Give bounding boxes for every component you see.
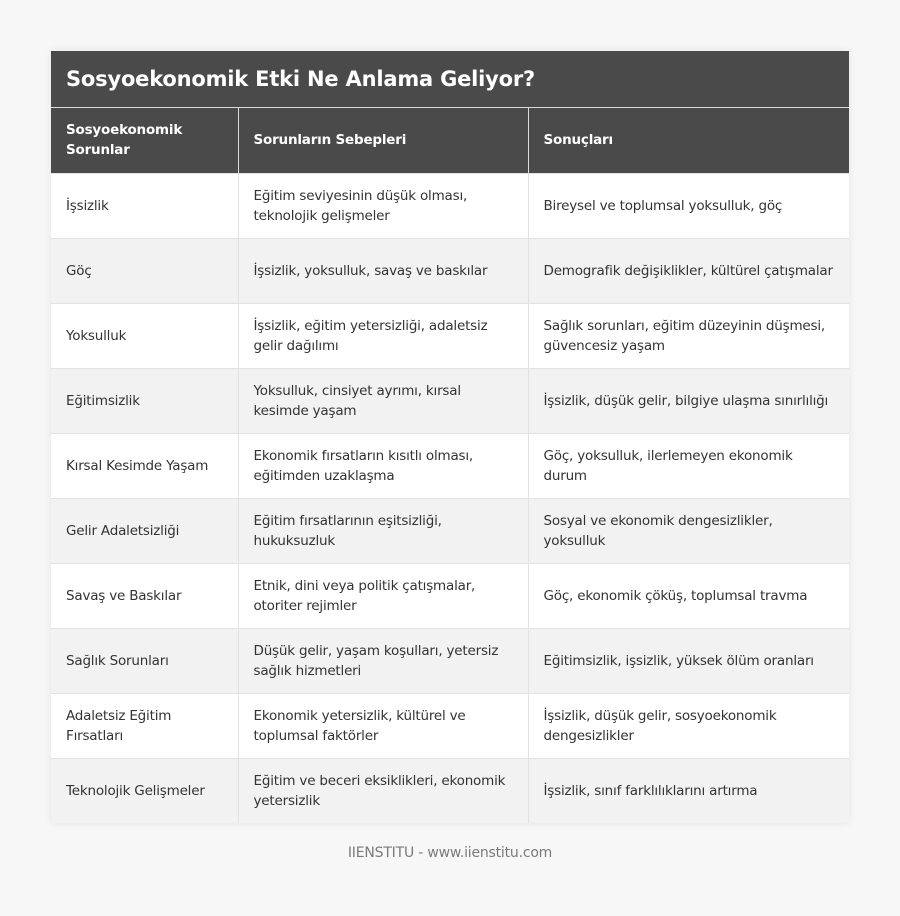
problem-cell: İşsizlik [51, 173, 238, 238]
table-row [51, 628, 849, 693]
cause-cell: Ekonomik yetersizlik, kültürel ve toplumsal faktörler [238, 693, 528, 758]
socioeconomic-table [51, 108, 849, 823]
column-header-results: Sonuçları [528, 108, 849, 173]
problem-cell: Gelir Adaletsizliği [51, 498, 238, 563]
cause-cell: Yoksulluk, cinsiyet ayrımı, kırsal kesimde yaşam [238, 368, 528, 433]
cause-cell: İşsizlik, yoksulluk, savaş ve baskılar [238, 238, 528, 303]
result-cell: İşsizlik, sınıf farklılıklarını artırma [528, 758, 849, 823]
result-cell: Bireysel ve toplumsal yoksulluk, göç [528, 173, 849, 238]
cause-cell: Eğitim fırsatlarının eşitsizliği, hukuksuzluk [238, 498, 528, 563]
table-row [51, 303, 849, 368]
cause-cell: Ekonomik fırsatların kısıtlı olması, eğitimden uzaklaşma [238, 433, 528, 498]
problem-cell: Kırsal Kesimde Yaşam [51, 433, 238, 498]
problem-cell: Yoksulluk [51, 303, 238, 368]
table-row [51, 758, 849, 823]
result-cell: İşsizlik, düşük gelir, bilgiye ulaşma sınırlılığı [528, 368, 849, 433]
column-header-problems: Sosyoekonomik Sorunlar [51, 108, 238, 173]
table-row [51, 368, 849, 433]
table-row [51, 563, 849, 628]
cause-cell: Düşük gelir, yaşam koşulları, yetersiz sağlık hizmetleri [238, 628, 528, 693]
result-cell: Göç, yoksulluk, ilerlemeyen ekonomik durum [528, 433, 849, 498]
table-title: Sosyoekonomik Etki Ne Anlama Geliyor? [51, 51, 849, 108]
cause-cell: Eğitim seviyesinin düşük olması, teknolojik gelişmeler [238, 173, 528, 238]
cause-cell: Eğitim ve beceri eksiklikleri, ekonomik yetersizlik [238, 758, 528, 823]
cause-cell: İşsizlik, eğitim yetersizliği, adaletsiz gelir dağılımı [238, 303, 528, 368]
result-cell: Göç, ekonomik çöküş, toplumsal travma [528, 563, 849, 628]
problem-cell: Eğitimsizlik [51, 368, 238, 433]
column-header-causes: Sorunların Sebepleri [238, 108, 528, 173]
problem-cell: Göç [51, 238, 238, 303]
problem-cell: Adaletsiz Eğitim Fırsatları [51, 693, 238, 758]
problem-cell: Savaş ve Baskılar [51, 563, 238, 628]
table-card [51, 51, 849, 823]
result-cell: Sosyal ve ekonomik dengesizlikler, yoksulluk [528, 498, 849, 563]
problem-cell: Sağlık Sorunları [51, 628, 238, 693]
result-cell: İşsizlik, düşük gelir, sosyoekonomik dengesizlikler [528, 693, 849, 758]
cause-cell: Etnik, dini veya politik çatışmalar, otoriter rejimler [238, 563, 528, 628]
table-row [51, 238, 849, 303]
result-cell: Eğitimsizlik, işsizlik, yüksek ölüm oranları [528, 628, 849, 693]
table-row [51, 693, 849, 758]
footer-credit: IIENSTITU - www.iienstitu.com [347, 845, 553, 861]
table-row [51, 498, 849, 563]
result-cell: Demografik değişiklikler, kültürel çatışmalar [528, 238, 849, 303]
table-row [51, 433, 849, 498]
header-row [51, 108, 849, 173]
result-cell: Sağlık sorunları, eğitim düzeyinin düşmesi, güvencesiz yaşam [528, 303, 849, 368]
table-row [51, 173, 849, 238]
problem-cell: Teknolojik Gelişmeler [51, 758, 238, 823]
